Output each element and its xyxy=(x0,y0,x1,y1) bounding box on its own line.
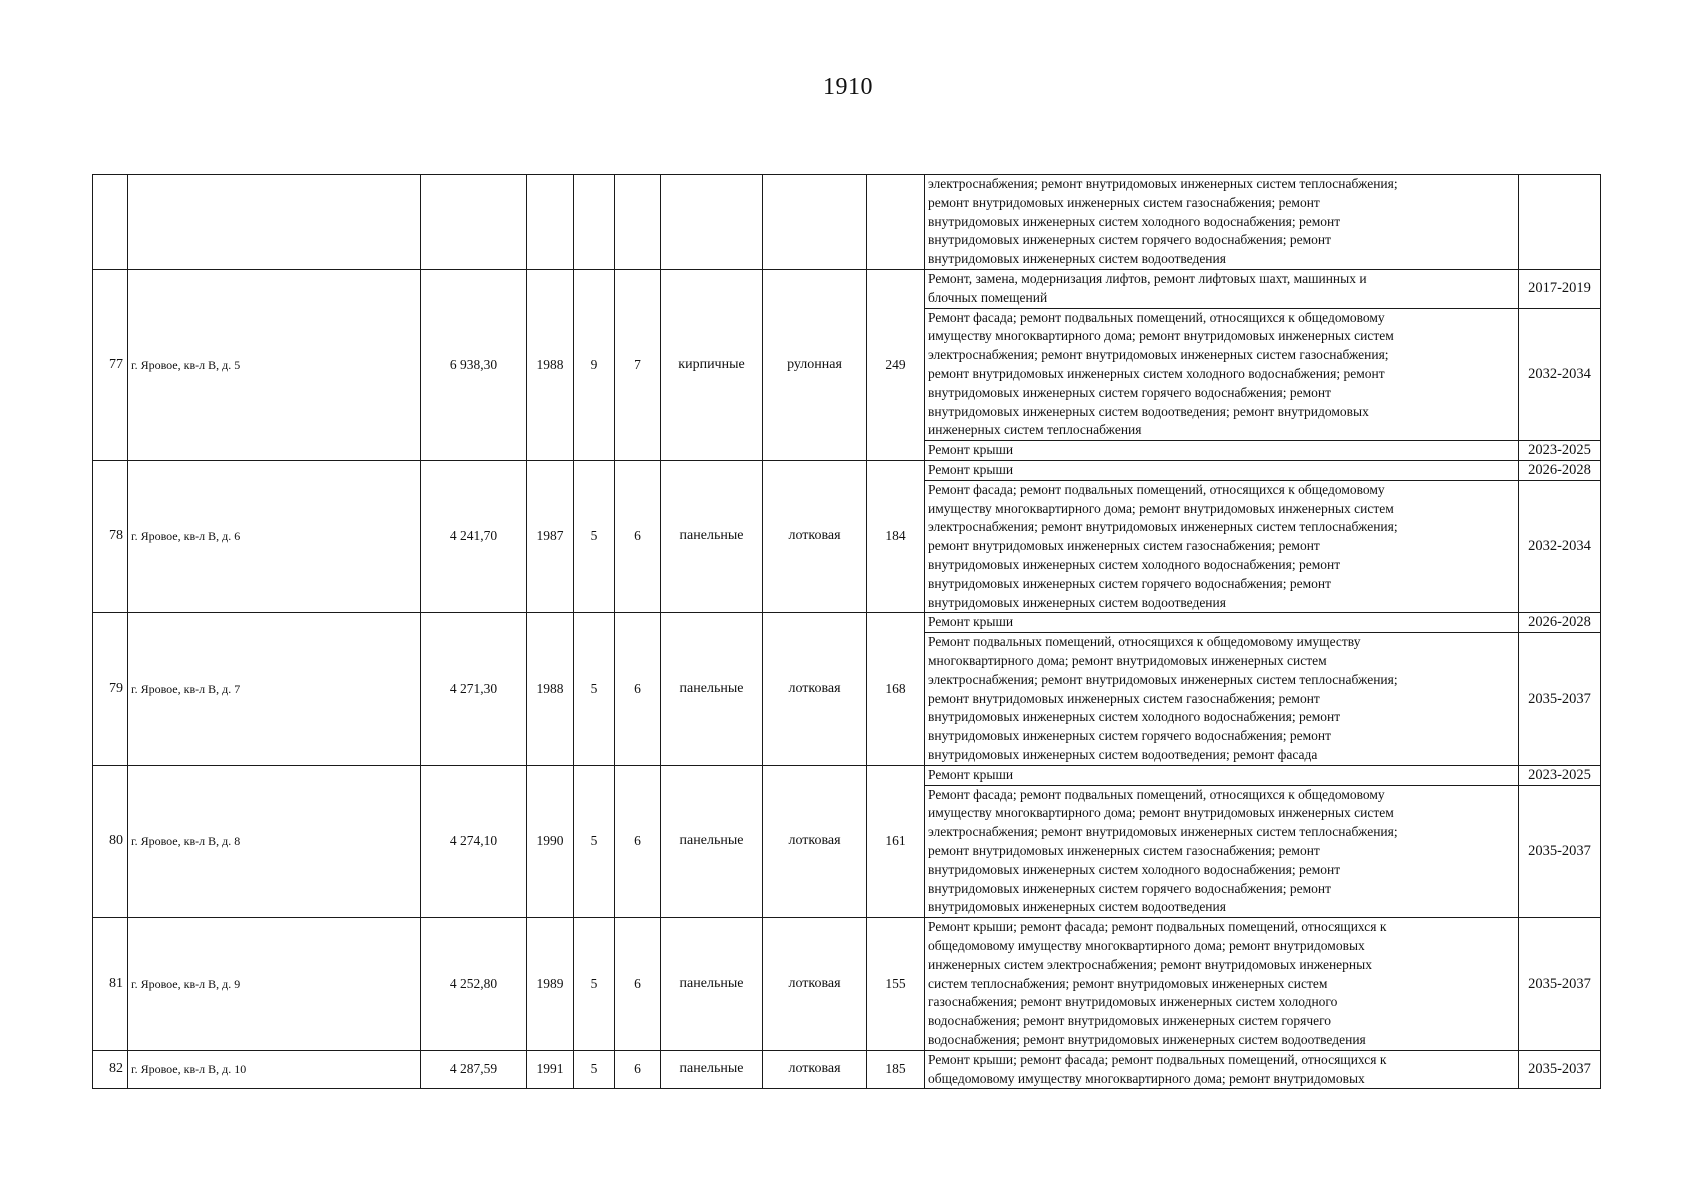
work-line: имуществу многоквартирного дома; ремонт внутридомовых инженерных систем xyxy=(928,328,1394,344)
empty-cell xyxy=(574,175,615,270)
work-line: электроснабжения; ремонт внутридомовых инженерных систем теплоснабжения; xyxy=(928,176,1398,191)
repair-term: 2035-2037 xyxy=(1519,918,1601,1051)
empty-cell xyxy=(421,175,527,270)
housing-repair-table xyxy=(92,174,1601,1089)
work-line: внутридомовых инженерных систем горячего водоснабжения; ремонт xyxy=(928,880,1332,896)
address-cell: г. Яровое, кв-л В, д. 10 xyxy=(128,1050,421,1089)
area-cell: 4 241,70 xyxy=(421,460,527,612)
work-line: внутридомовых инженерных систем горячего водоснабжения; ремонт xyxy=(928,384,1332,400)
address-cell: г. Яровое, кв-л В, д. 9 xyxy=(128,918,421,1051)
area-cell: 4 252,80 xyxy=(421,918,527,1051)
work-line: Ремонт крыши xyxy=(928,766,1014,782)
work-description xyxy=(925,480,1519,613)
work-line: водоснабжения; ремонт внутридомовых инженерных систем водоотведения xyxy=(928,1031,1366,1047)
address-cell: г. Яровое, кв-л В, д. 8 xyxy=(128,765,421,917)
entrances-cell: 6 xyxy=(615,613,661,765)
empty-cell xyxy=(1519,175,1601,270)
roof-type-cell: лотковая xyxy=(763,765,867,917)
table-row xyxy=(93,918,1601,1051)
repair-term: 2032-2034 xyxy=(1519,480,1601,613)
residents-cell: 168 xyxy=(867,613,925,765)
residents-cell: 184 xyxy=(867,460,925,612)
work-description xyxy=(925,613,1519,633)
work-line: ремонт внутридомовых инженерных систем газоснабжения; ремонт xyxy=(928,690,1320,706)
empty-cell xyxy=(128,175,421,270)
work-line: ремонт внутридомовых инженерных систем холодного водоснабжения; ремонт xyxy=(928,365,1385,381)
area-cell: 4 287,59 xyxy=(421,1050,527,1089)
repair-term: 2026-2028 xyxy=(1519,460,1601,480)
work-line: внутридомовых инженерных систем холодного водоснабжения; ремонт xyxy=(928,213,1341,229)
work-line: Ремонт подвальных помещений, относящихся к общедомовому имуществу xyxy=(928,634,1361,650)
address-cell: г. Яровое, кв-л В, д. 7 xyxy=(128,613,421,765)
work-line: Ремонт крыши; ремонт фасада; ремонт подвальных помещений, относящихся к xyxy=(928,1051,1387,1067)
row-number: 81 xyxy=(93,918,128,1051)
roof-type-cell: лотковая xyxy=(763,460,867,612)
repair-term: 2035-2037 xyxy=(1519,633,1601,766)
area-cell: 4 274,10 xyxy=(421,765,527,917)
work-description xyxy=(925,1050,1519,1089)
row-number: 78 xyxy=(93,460,128,612)
floors-cell: 5 xyxy=(574,918,615,1051)
entrances-cell: 6 xyxy=(615,765,661,917)
year-cell: 1988 xyxy=(527,270,574,461)
row-number: 80 xyxy=(93,765,128,917)
floors-cell: 5 xyxy=(574,613,615,765)
entrances-cell: 6 xyxy=(615,918,661,1051)
table-row xyxy=(93,460,1601,480)
row-number: 79 xyxy=(93,613,128,765)
work-line: общедомовому имуществу многоквартирного дома; ремонт внутридомовых xyxy=(928,1070,1365,1086)
wall-material-cell: панельные xyxy=(661,460,763,612)
work-line: водоснабжения; ремонт внутридомовых инженерных систем горячего xyxy=(928,1013,1332,1029)
work-line: внутридомовых инженерных систем горячего водоснабжения; ремонт xyxy=(928,575,1332,591)
floors-cell: 9 xyxy=(574,270,615,461)
work-line: внутридомовых инженерных систем холодного водоснабжения; ремонт xyxy=(928,556,1341,572)
work-line: внутридомовых инженерных систем водоотведения xyxy=(928,251,1226,267)
work-line: внутридомовых инженерных систем холодного водоснабжения; ремонт xyxy=(928,861,1341,877)
empty-cell xyxy=(93,175,128,270)
empty-cell xyxy=(867,175,925,270)
work-line: ремонт внутридомовых инженерных систем газоснабжения; ремонт xyxy=(928,194,1320,210)
work-description xyxy=(925,270,1519,309)
work-line: внутридомовых инженерных систем водоотведения xyxy=(928,594,1226,610)
work-line: инженерных систем электроснабжения; ремонт внутридомовых инженерных xyxy=(928,956,1372,972)
table-row xyxy=(93,765,1601,785)
repair-term: 2026-2028 xyxy=(1519,613,1601,633)
work-line: систем теплоснабжения; ремонт внутридомовых инженерных систем xyxy=(928,975,1328,991)
work-line: имуществу многоквартирного дома; ремонт внутридомовых инженерных систем xyxy=(928,500,1394,516)
work-line: внутридомовых инженерных систем холодного водоснабжения; ремонт xyxy=(928,709,1341,725)
entrances-cell: 7 xyxy=(615,270,661,461)
floors-cell: 5 xyxy=(574,460,615,612)
table-row xyxy=(93,1050,1601,1089)
work-description xyxy=(925,785,1519,918)
address-cell: г. Яровое, кв-л В, д. 6 xyxy=(128,460,421,612)
work-line: общедомовому имуществу многоквартирного дома; ремонт внутридомовых xyxy=(928,937,1365,953)
wall-material-cell: панельные xyxy=(661,613,763,765)
wall-material-cell: панельные xyxy=(661,918,763,1051)
work-line: Ремонт, замена, модернизация лифтов, ремонт лифтовых шахт, машинных и xyxy=(928,271,1367,286)
work-line: блочных помещений xyxy=(928,289,1048,305)
residents-cell: 185 xyxy=(867,1050,925,1089)
row-number: 77 xyxy=(93,270,128,461)
work-line: газоснабжения; ремонт внутридомовых инженерных систем холодного xyxy=(928,994,1338,1010)
year-cell: 1990 xyxy=(527,765,574,917)
wall-material-cell: панельные xyxy=(661,1050,763,1089)
residents-cell: 161 xyxy=(867,765,925,917)
work-line: ремонт внутридомовых инженерных систем газоснабжения; ремонт xyxy=(928,538,1320,554)
work-description xyxy=(925,175,1519,270)
page-number: 1910 xyxy=(823,74,873,100)
repair-term: 2035-2037 xyxy=(1519,1050,1601,1089)
work-line: имуществу многоквартирного дома; ремонт внутридомовых инженерных систем xyxy=(928,805,1394,821)
empty-cell xyxy=(615,175,661,270)
address-cell: г. Яровое, кв-л В, д. 5 xyxy=(128,270,421,461)
work-description xyxy=(925,633,1519,766)
work-line: внутридомовых инженерных систем горячего водоснабжения; ремонт xyxy=(928,728,1332,744)
year-cell: 1991 xyxy=(527,1050,574,1089)
work-line: Ремонт крыши; ремонт фасада; ремонт подвальных помещений, относящихся к xyxy=(928,919,1387,935)
work-description xyxy=(925,918,1519,1051)
year-cell: 1989 xyxy=(527,918,574,1051)
floors-cell: 5 xyxy=(574,765,615,917)
work-description xyxy=(925,460,1519,480)
empty-cell xyxy=(527,175,574,270)
repair-term: 2035-2037 xyxy=(1519,785,1601,918)
roof-type-cell: рулонная xyxy=(763,270,867,461)
repair-term: 2017-2019 xyxy=(1519,270,1601,309)
residents-cell: 249 xyxy=(867,270,925,461)
work-line: внутридомовых инженерных систем водоотведения; ремонт внутридомовых xyxy=(928,403,1369,419)
work-line: электроснабжения; ремонт внутридомовых инженерных систем теплоснабжения; xyxy=(928,519,1398,535)
continuation-row xyxy=(93,175,1601,270)
work-line: внутридомовых инженерных систем водоотведения xyxy=(928,899,1226,915)
entrances-cell: 6 xyxy=(615,460,661,612)
work-line: Ремонт фасада; ремонт подвальных помещений, относящихся к общедомовому xyxy=(928,786,1385,802)
entrances-cell: 6 xyxy=(615,1050,661,1089)
work-line: Ремонт крыши xyxy=(928,461,1014,477)
wall-material-cell: панельные xyxy=(661,765,763,917)
work-line: Ремонт фасада; ремонт подвальных помещений, относящихся к общедомовому xyxy=(928,481,1385,497)
repair-term: 2023-2025 xyxy=(1519,441,1601,461)
work-line: электроснабжения; ремонт внутридомовых инженерных систем теплоснабжения; xyxy=(928,824,1398,840)
year-cell: 1987 xyxy=(527,460,574,612)
work-line: Ремонт фасада; ремонт подвальных помещений, относящихся к общедомовому xyxy=(928,309,1385,325)
residents-cell: 155 xyxy=(867,918,925,1051)
work-description xyxy=(925,765,1519,785)
row-number: 82 xyxy=(93,1050,128,1089)
work-line: Ремонт крыши xyxy=(928,614,1014,630)
work-line: Ремонт крыши xyxy=(928,442,1014,458)
work-line: ремонт внутридомовых инженерных систем газоснабжения; ремонт xyxy=(928,842,1320,858)
repair-term: 2032-2034 xyxy=(1519,308,1601,441)
roof-type-cell: лотковая xyxy=(763,613,867,765)
table-row xyxy=(93,270,1601,309)
year-cell: 1988 xyxy=(527,613,574,765)
work-line: внутридомовых инженерных систем водоотведения; ремонт фасада xyxy=(928,746,1318,762)
empty-cell xyxy=(661,175,763,270)
empty-cell xyxy=(763,175,867,270)
roof-type-cell: лотковая xyxy=(763,918,867,1051)
area-cell: 6 938,30 xyxy=(421,270,527,461)
work-line: внутридомовых инженерных систем горячего водоснабжения; ремонт xyxy=(928,232,1332,248)
repair-term: 2023-2025 xyxy=(1519,765,1601,785)
work-line: многоквартирного дома; ремонт внутридомовых инженерных систем xyxy=(928,652,1327,668)
area-cell: 4 271,30 xyxy=(421,613,527,765)
wall-material-cell: кирпичные xyxy=(661,270,763,461)
roof-type-cell: лотковая xyxy=(763,1050,867,1089)
work-description xyxy=(925,441,1519,461)
work-description xyxy=(925,308,1519,441)
work-line: инженерных систем теплоснабжения xyxy=(928,422,1142,438)
work-line: электроснабжения; ремонт внутридомовых инженерных систем теплоснабжения; xyxy=(928,671,1398,687)
floors-cell: 5 xyxy=(574,1050,615,1089)
table-row xyxy=(93,613,1601,633)
work-line: электроснабжения; ремонт внутридомовых инженерных систем газоснабжения; xyxy=(928,347,1389,363)
